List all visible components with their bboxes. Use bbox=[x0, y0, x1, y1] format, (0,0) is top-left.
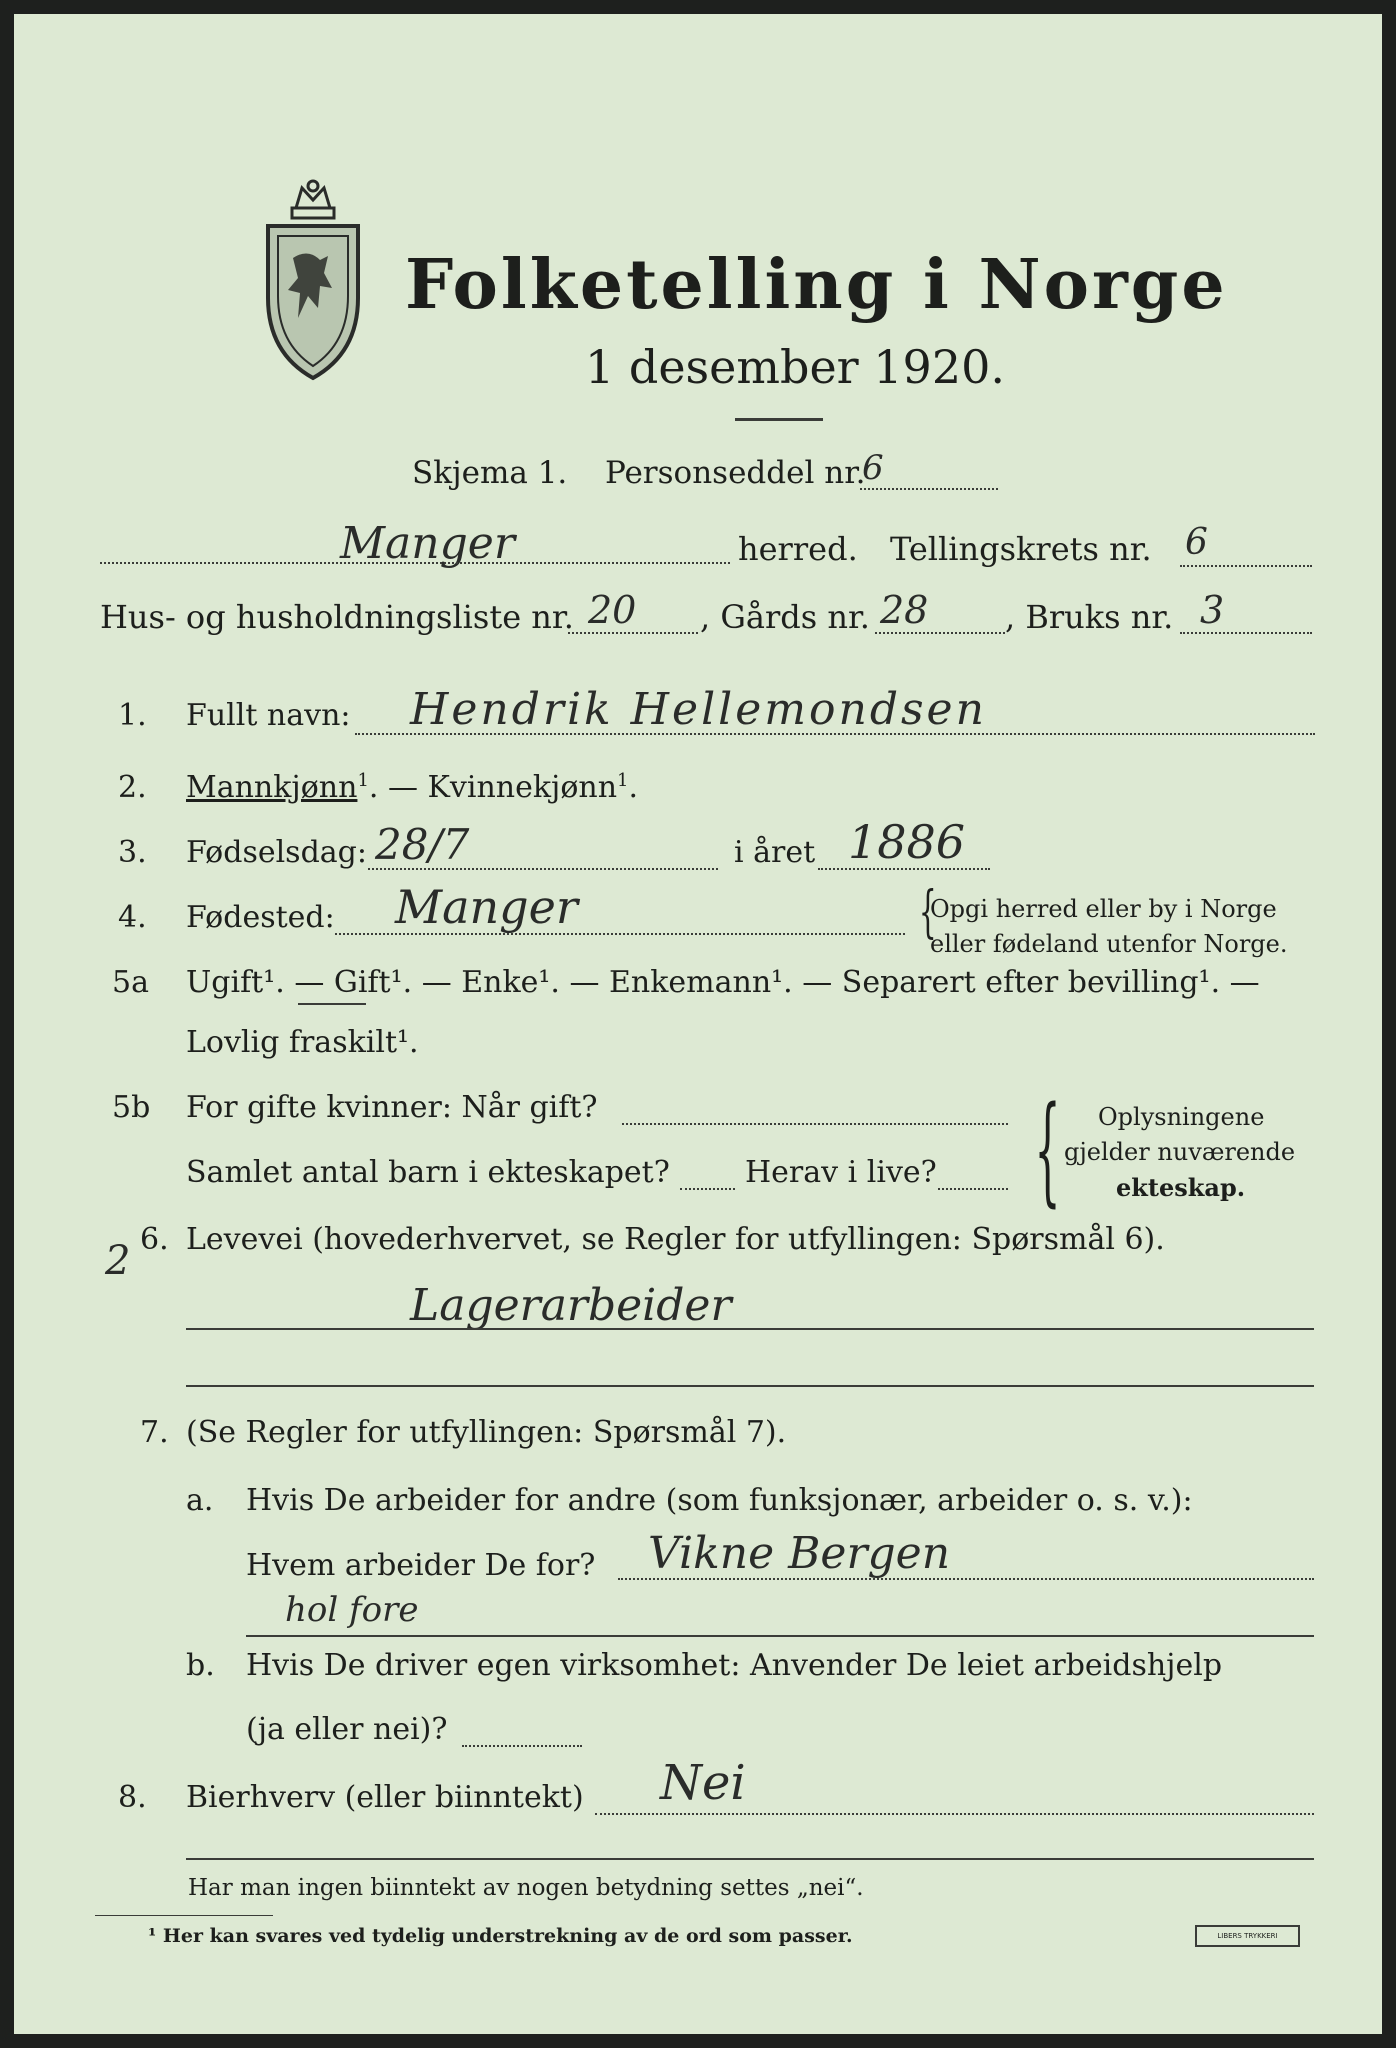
schema-label: Skjema 1. bbox=[412, 455, 568, 491]
herred-label: herred. bbox=[738, 530, 858, 568]
q7a-line1: Hvis De arbeider for andre (som funksjonær, arbeider o. s. v.): bbox=[246, 1483, 1193, 1518]
q5b-bracket: { bbox=[1034, 1080, 1061, 1218]
footnote: ¹ Her kan svares ved tydelig understrekning av de ord som passer. bbox=[148, 1925, 853, 1947]
q7b-line2: (ja eller nei)? bbox=[246, 1712, 448, 1747]
q4-label: Fødested: bbox=[186, 900, 335, 935]
q7a-line2: Hvem arbeider De for? bbox=[246, 1548, 596, 1583]
gards-label: , Gårds nr. bbox=[700, 598, 870, 636]
q7-number: 7. bbox=[140, 1415, 169, 1450]
q7-label: (Se Regler for utfyllingen: Spørsmål 7). bbox=[186, 1415, 787, 1450]
q5b-line1: For gifte kvinner: Når gift? bbox=[186, 1090, 598, 1125]
employer-value-2: hol fore bbox=[285, 1590, 419, 1630]
birthplace-value: Manger bbox=[395, 880, 578, 934]
birthdate-value: 28/7 bbox=[375, 820, 470, 869]
husholdningsliste-label: Hus- og husholdningsliste nr. bbox=[100, 598, 574, 636]
q5a-line1: Ugift¹. — Gift¹. — Enke¹. — Enkemann¹. — Separert efter bevilling¹. — bbox=[186, 965, 1260, 1000]
q3-number: 3. bbox=[118, 835, 147, 870]
q4-note-line1: Opgi herred eller by i Norge bbox=[930, 895, 1277, 923]
q6-margin-mark: 2 bbox=[105, 1238, 131, 1284]
q8-number: 8. bbox=[118, 1780, 147, 1815]
q2-male-option: Mannkjønn bbox=[186, 770, 358, 805]
q5a-line2: Lovlig fraskilt¹. bbox=[186, 1025, 419, 1060]
census-date: 1 desember 1920. bbox=[585, 340, 1005, 394]
q2-female-option: Kvinnekjønn bbox=[427, 770, 618, 805]
q7b-line1: Hvis De driver egen virksomhet: Anvender De leiet arbeidshjelp bbox=[246, 1648, 1223, 1683]
tellingskrets-label: Tellingskrets nr. bbox=[890, 530, 1152, 568]
bruks-value: 3 bbox=[1200, 588, 1225, 632]
q6-number: 6. bbox=[140, 1222, 169, 1257]
personseddel-value: 6 bbox=[862, 448, 884, 488]
q7a-number: a. bbox=[186, 1483, 214, 1518]
printer-stamp-text: LIBERS TRYKKERI bbox=[1217, 1932, 1278, 1940]
form-title: Folketelling i Norge bbox=[405, 245, 1228, 325]
bruks-label: , Bruks nr. bbox=[1005, 598, 1174, 636]
footer-note: Har man ingen biinntekt av nogen betydning settes „nei“. bbox=[188, 1875, 864, 1901]
herred-value: Manger bbox=[340, 518, 515, 569]
full-name-value: Hendrik Hellemondsen bbox=[410, 684, 987, 735]
q5b-alive-label: Herav i live? bbox=[745, 1155, 937, 1190]
q1-label: Fullt navn: bbox=[186, 698, 351, 733]
q6-label: Levevei (hovederhvervet, se Regler for utfyllingen: Spørsmål 6). bbox=[186, 1222, 1165, 1257]
q8-label: Bierhverv (eller biinntekt) bbox=[186, 1780, 584, 1815]
q1-number: 1. bbox=[118, 698, 147, 733]
q5b-number: 5b bbox=[112, 1090, 151, 1125]
q3-label: Fødselsdag: bbox=[186, 835, 367, 870]
q5b-note-line1: Oplysningene bbox=[1098, 1103, 1265, 1131]
birthyear-value: 1886 bbox=[848, 815, 966, 869]
q2-number: 2. bbox=[118, 770, 147, 805]
q4-number: 4. bbox=[118, 900, 147, 935]
q5b-children-label: Samlet antal barn i ekteskapet? bbox=[186, 1155, 670, 1190]
q4-note-line2: eller fødeland utenfor Norge. bbox=[930, 930, 1288, 958]
q4-bracket: { bbox=[918, 880, 937, 945]
employer-value: Vikne Bergen bbox=[648, 1528, 951, 1579]
tellingskrets-value: 6 bbox=[1185, 522, 1208, 563]
gards-value: 28 bbox=[880, 588, 929, 632]
q5b-note-line3: ekteskap. bbox=[1116, 1173, 1246, 1202]
q5b-note-line2: gjelder nuværende bbox=[1064, 1138, 1296, 1166]
q5a-number: 5a bbox=[112, 965, 149, 1000]
personseddel-label: Personseddel nr. bbox=[605, 455, 866, 491]
side-income-value: Nei bbox=[660, 1755, 746, 1811]
q2-end: . bbox=[628, 770, 639, 805]
q3-year-label: i året bbox=[734, 835, 816, 870]
q7b-number: b. bbox=[186, 1648, 215, 1683]
occupation-value: Lagerarbeider bbox=[410, 1280, 732, 1331]
q2-separator: . — bbox=[368, 770, 428, 805]
husholdningsliste-value: 20 bbox=[588, 588, 637, 632]
q2-options: Mannkjønn$^1$. — Kvinnekjønn$^1$. bbox=[186, 770, 639, 805]
